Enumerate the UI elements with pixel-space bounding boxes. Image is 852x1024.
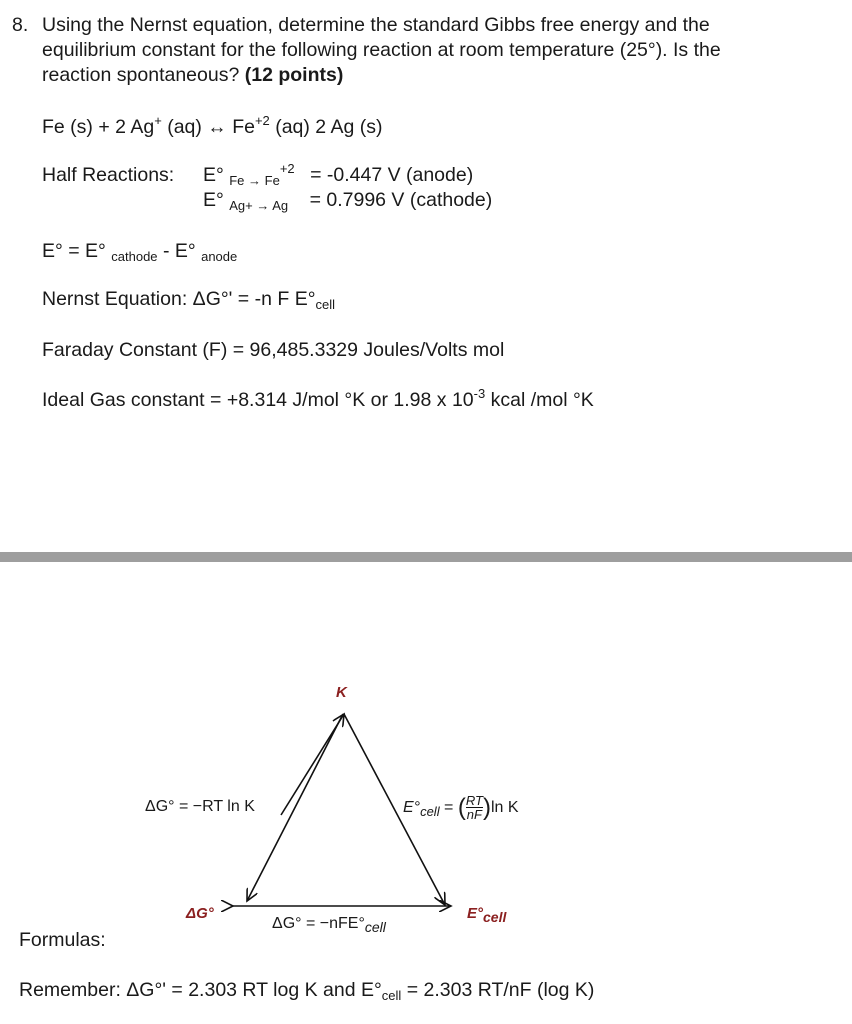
diagram-bottom-equation <box>272 915 386 933</box>
question-line-2: equilibrium constant for the following reaction at room temperature (25°). Is the <box>42 39 721 61</box>
question-line-1: Using the Nernst equation, determine the standard Gibbs free energy and the <box>42 14 710 36</box>
reaction-fe-charge: +2 <box>254 113 270 128</box>
diagram-dg-vertex: ΔG° <box>186 905 214 922</box>
arrow-k-to-dg <box>247 714 343 901</box>
reaction-mid: (aq) ↔ Fe <box>161 116 255 138</box>
diagram-right-equation: $E^\circ_{cell}$ = ( $\frac{RT}{nF}$ )ln K <box>403 793 519 823</box>
diagram-k-label: K <box>336 684 347 701</box>
right-eq: = <box>439 799 458 816</box>
gas-text: Ideal Gas constant = +8.314 J/mol °K or 1.98 x 10 <box>42 389 474 411</box>
question-line-3-text: reaction spontaneous? <box>42 64 240 86</box>
e2-symbol: E° <box>203 189 224 211</box>
right-frac-den: nF <box>466 807 482 823</box>
ecell-minus: - E° <box>157 240 196 262</box>
reaction-right: (aq) 2 Ag (s) <box>269 116 383 138</box>
bottom-eq: ΔG° = −nFE° <box>272 915 365 932</box>
nernst-text: Nernst Equation: ΔG°' = -n F E° <box>42 288 316 310</box>
half-reactions-label: Half Reactions: <box>42 164 175 186</box>
right-frac-num: RT <box>465 793 483 809</box>
remember-rest: = 2.303 RT/nF (log K) <box>401 979 595 1001</box>
remember-sub: cell <box>381 988 402 1003</box>
bottom-eq-sub: cell <box>364 919 386 935</box>
gas-exponent: -3 <box>473 386 486 401</box>
right-e: E° <box>403 799 421 816</box>
formulas-label: Formulas: <box>19 929 106 951</box>
nernst-sub: cell <box>315 297 336 312</box>
e1-symbol: E° <box>203 164 224 186</box>
faraday-constant: Faraday Constant (F) = 96,485.3329 Joules/Volts mol <box>42 339 505 361</box>
reaction-ag-charge: + <box>154 113 162 128</box>
question-points: (12 points) <box>244 64 344 86</box>
remember-text: Remember: ΔG°' = 2.303 RT log K and E° <box>19 979 382 1001</box>
reaction-left: Fe (s) + 2 Ag <box>42 116 155 138</box>
e2-subscript: Ag+ → Ag <box>229 198 289 213</box>
e2-value: = 0.7996 V (cathode) <box>309 189 493 211</box>
ecell-vertex-sub: cell <box>483 909 507 925</box>
ecell-lhs: E° = E° <box>42 240 106 262</box>
ecell-anode: anode <box>201 249 238 264</box>
question-number: 8. <box>12 14 29 36</box>
e1-value: = -0.447 V (anode) <box>310 164 474 186</box>
remember-line <box>19 979 594 1002</box>
diagram-ecell-vertex <box>467 905 507 925</box>
ecell-cathode: cathode <box>111 249 158 264</box>
gas-rest: kcal /mol °K <box>485 389 594 411</box>
diagram-left-equation: ΔG° = −RT ln K <box>145 798 255 815</box>
right-e-sub: cell <box>420 804 440 819</box>
right-ln: ln K <box>490 799 519 816</box>
ecell-vertex-e: E° <box>467 905 484 922</box>
e1-subscript: Fe → Fe <box>229 173 280 188</box>
e1-superscript: +2 <box>279 161 295 176</box>
